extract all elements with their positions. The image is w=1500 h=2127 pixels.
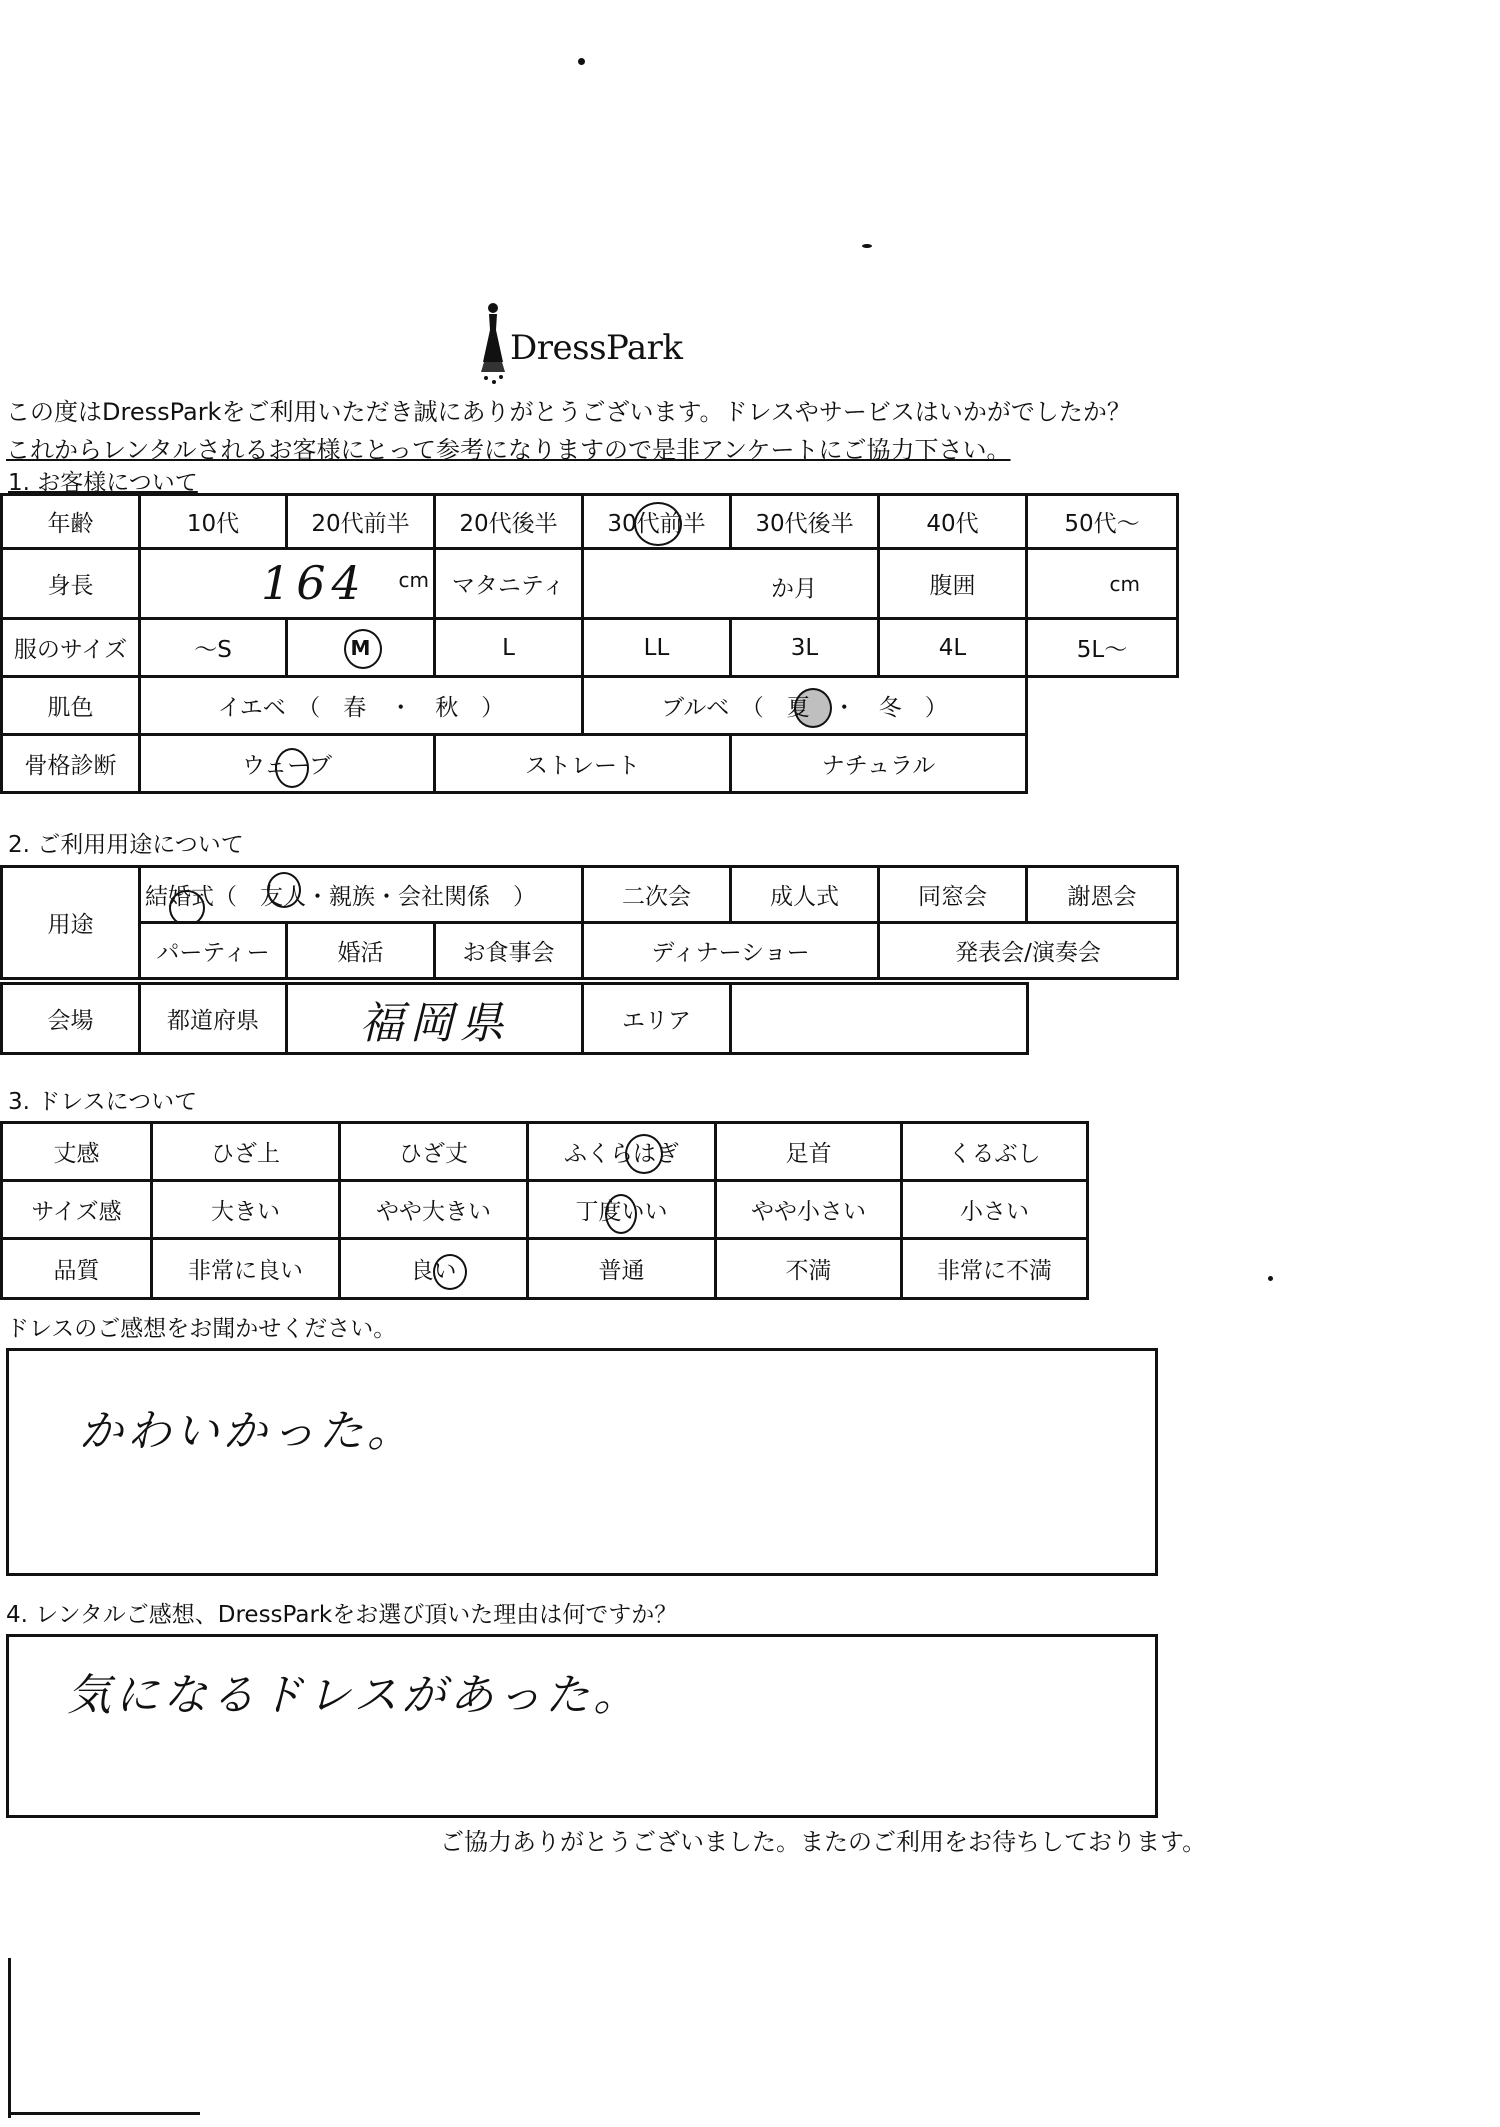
age-option[interactable]: 20代前半 <box>287 495 435 549</box>
fit-option[interactable]: やや小さい <box>716 1181 902 1239</box>
quality-option[interactable]: 不満 <box>716 1239 902 1299</box>
quality-option-label: 良い <box>410 1258 457 1284</box>
dress-table <box>0 1121 1089 1300</box>
purpose-option[interactable]: 二次会 <box>583 867 731 923</box>
wedding-label: 結婚式（ 友人・親族・会社関係 ） <box>145 884 536 910</box>
skin-row <box>2 677 1178 735</box>
height-unit: cm <box>398 568 429 592</box>
length-option-selected[interactable] <box>528 1123 716 1181</box>
size-option-label: M <box>350 635 371 660</box>
size-option[interactable]: 4L <box>879 619 1027 677</box>
customer-info-table <box>0 493 1179 794</box>
scan-bottom-line <box>8 2112 200 2115</box>
venue-table <box>0 982 1029 1055</box>
size-option[interactable]: 5L〜 <box>1027 619 1178 677</box>
purpose-option[interactable]: パーティー <box>140 923 287 979</box>
length-option[interactable]: ひざ丈 <box>340 1123 528 1181</box>
age-option[interactable]: 20代後半 <box>435 495 583 549</box>
dresspark-logo <box>478 300 718 388</box>
purpose-table <box>0 865 1179 980</box>
reason-box[interactable] <box>6 1634 1158 1818</box>
height-row <box>2 549 1178 619</box>
impression-prompt: ドレスのご感想をお聞かせください。 <box>6 1316 397 1342</box>
section4-title: 4. レンタルご感想、DressParkをお選び頂いた理由は何ですか？ <box>6 1602 678 1628</box>
age-option-selected[interactable] <box>583 495 731 549</box>
size-option[interactable]: 3L <box>731 619 879 677</box>
quality-row <box>2 1239 1088 1299</box>
quality-option[interactable]: 非常に良い <box>152 1239 340 1299</box>
maternity-label: マタニティ <box>435 549 583 619</box>
section2-title: 2. ご利用用途について <box>8 832 244 858</box>
frame-option[interactable]: ナチュラル <box>731 735 1027 793</box>
prefecture-value: 福岡県 <box>359 997 510 1049</box>
section3-title: 3. ドレスについて <box>8 1089 198 1115</box>
purpose-option[interactable]: お食事会 <box>435 923 583 979</box>
brand-name: DressPark <box>510 328 683 368</box>
purpose-option[interactable]: 発表会/演奏会 <box>879 923 1178 979</box>
intro-line-2: これからレンタルされるお客様にとって参考になりますので是非アンケートにご協力下さい。 <box>6 436 1011 464</box>
length-row <box>2 1123 1088 1181</box>
length-label: 丈感 <box>2 1123 152 1181</box>
age-row <box>2 495 1178 549</box>
skin-yellow-option[interactable]: イエベ （ 春 ・ 秋 ） <box>140 677 583 735</box>
frame-label: 骨格診断 <box>2 735 140 793</box>
fit-row <box>2 1181 1088 1239</box>
age-option[interactable]: 10代 <box>140 495 287 549</box>
intro-line-1: この度はDressParkをご利用いただき誠にありがとうございます。ドレスやサービスはいかがでしたか？ <box>6 398 1131 426</box>
purpose-label: 用途 <box>2 867 140 979</box>
scan-speck <box>862 244 872 248</box>
length-option[interactable]: 足首 <box>716 1123 902 1181</box>
skin-blue-option[interactable] <box>583 677 1027 735</box>
size-option[interactable]: L <box>435 619 583 677</box>
quality-option[interactable]: 非常に不満 <box>902 1239 1088 1299</box>
frame-option-selected[interactable] <box>140 735 435 793</box>
fit-option-selected[interactable] <box>528 1181 716 1239</box>
purpose-row-1 <box>2 867 1178 923</box>
height-value: 164 <box>261 556 367 610</box>
size-row <box>2 619 1178 677</box>
venue-row <box>2 984 1028 1054</box>
length-option[interactable]: ひざ上 <box>152 1123 340 1181</box>
fit-label: サイズ感 <box>2 1181 152 1239</box>
scan-margin-line <box>8 1958 11 2118</box>
age-option[interactable]: 40代 <box>879 495 1027 549</box>
impression-box[interactable] <box>6 1348 1158 1576</box>
purpose-option[interactable]: 謝恩会 <box>1027 867 1178 923</box>
area-label: エリア <box>583 984 731 1054</box>
waist-field[interactable] <box>1027 549 1178 619</box>
age-option-label: 30代前半 <box>607 511 706 537</box>
skin-blue-label: ブルベ （ 夏 ・ 冬 ） <box>661 695 948 721</box>
waist-label: 腹囲 <box>879 549 1027 619</box>
age-option[interactable]: 30代後半 <box>731 495 879 549</box>
maternity-field[interactable] <box>583 549 879 619</box>
purpose-option[interactable]: 婚活 <box>287 923 435 979</box>
scan-speck <box>578 58 585 65</box>
frame-option-label: ウェーブ <box>242 753 332 779</box>
purpose-option[interactable]: ディナーショー <box>583 923 879 979</box>
fit-option[interactable]: 大きい <box>152 1181 340 1239</box>
dress-icon <box>478 300 508 388</box>
thanks-message: ご協力ありがとうございました。またのご利用をお待ちしております。 <box>440 1828 1207 1856</box>
venue-label: 会場 <box>2 984 140 1054</box>
prefecture-field[interactable] <box>287 984 583 1054</box>
age-label: 年齢 <box>2 495 140 549</box>
fit-option[interactable]: やや大きい <box>340 1181 528 1239</box>
fit-option[interactable]: 小さい <box>902 1181 1088 1239</box>
section1-title: 1. お客様について <box>8 470 198 496</box>
purpose-option[interactable]: 同窓会 <box>879 867 1027 923</box>
quality-label: 品質 <box>2 1239 152 1299</box>
skin-label: 肌色 <box>2 677 140 735</box>
size-option-selected[interactable] <box>287 619 435 677</box>
size-option[interactable]: LL <box>583 619 731 677</box>
height-label: 身長 <box>2 549 140 619</box>
quality-option-selected[interactable] <box>340 1239 528 1299</box>
scan-speck <box>1268 1276 1273 1281</box>
area-field[interactable] <box>731 984 1028 1054</box>
frame-option[interactable]: ストレート <box>435 735 731 793</box>
length-option-label: ふくらはぎ <box>564 1141 679 1167</box>
size-label: 服のサイズ <box>2 619 140 677</box>
size-option[interactable]: 〜S <box>140 619 287 677</box>
frame-row <box>2 735 1178 793</box>
wedding-option[interactable] <box>140 867 583 923</box>
reason-answer: 気になるドレスがあった。 <box>67 1670 642 1721</box>
fit-option-label: 丁度いい <box>575 1199 668 1225</box>
quality-option[interactable]: 普通 <box>528 1239 716 1299</box>
purpose-row-2 <box>2 923 1178 979</box>
height-field[interactable] <box>140 549 435 619</box>
purpose-option[interactable]: 成人式 <box>731 867 879 923</box>
age-option[interactable]: 50代〜 <box>1027 495 1178 549</box>
impression-answer: かわいかった。 <box>79 1406 415 1457</box>
prefecture-label: 都道府県 <box>140 984 287 1054</box>
waist-unit: cm <box>1109 571 1140 596</box>
length-option[interactable]: くるぶし <box>902 1123 1088 1181</box>
months-unit: か月 <box>771 576 817 602</box>
